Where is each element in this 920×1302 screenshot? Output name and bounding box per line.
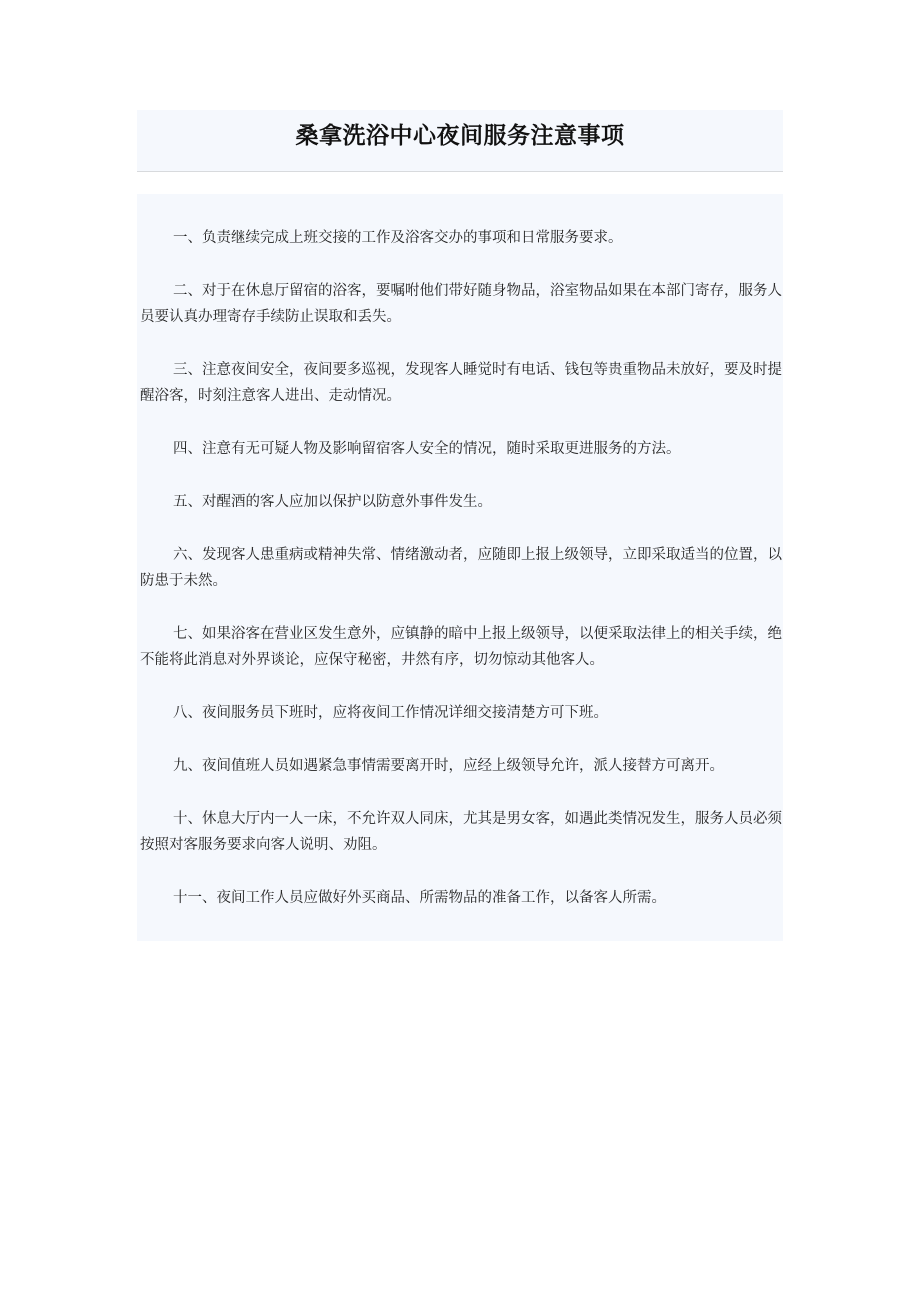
- rule-item-5: 五、对醒酒的客人应加以保护以防意外事件发生。: [173, 494, 492, 510]
- rule-item-1: 一、负责继续完成上班交接的工作及浴客交办的事项和日常服务要求。: [173, 230, 623, 246]
- content-panel: [137, 194, 783, 941]
- rule-item-7: 七、如果浴客在营业区发生意外，应镇静的暗中上报上级领导，以便采取法律上的相关手续，绝不能将此消息对外界谈论，应保守秘密，井然有序，切勿惊动其他客人。: [140, 626, 782, 668]
- rule-item-8: 八、夜间服务员下班时，应将夜间工作情况详细交接清楚方可下班。: [173, 705, 608, 721]
- rule-item-2: 二、对于在休息厅留宿的浴客，要嘱咐他们带好随身物品，浴室物品如果在本部门寄存，服务人员要认真办理寄存手续防止误取和丢失。: [140, 283, 782, 325]
- rule-item-9: 九、夜间值班人员如遇紧急事情需要离开时，应经上级领导允许，派人接替方可离开。: [173, 758, 724, 774]
- document-title: 桑拿洗浴中心夜间服务注意事项: [295, 122, 625, 149]
- rule-item-4: 四、注意有无可疑人物及影响留宿客人安全的情况，随时采取更进服务的方法。: [173, 441, 681, 457]
- rule-item-6: 六、发现客人患重病或精神失常、情绪激动者，应随即上报上级领导，立即采取适当的位置，以防患于未然。: [140, 547, 782, 589]
- rule-item-10: 十、休息大厅内一人一床，不允许双人同床，尤其是男女客，如遇此类情况发生，服务人员必须按照对客服务要求向客人说明、劝阻。: [140, 811, 782, 853]
- rules-list: [137, 194, 783, 911]
- rule-item-11: 十一、夜间工作人员应做好外买商品、所需物品的准备工作，以备客人所需。: [173, 890, 666, 906]
- rule-item-3: 三、注意夜间安全，夜间要多巡视，发现客人睡觉时有电话、钱包等贵重物品未放好，要及时提醒浴客，时刻注意客人进出、走动情况。: [140, 362, 782, 404]
- title-panel: [137, 110, 783, 172]
